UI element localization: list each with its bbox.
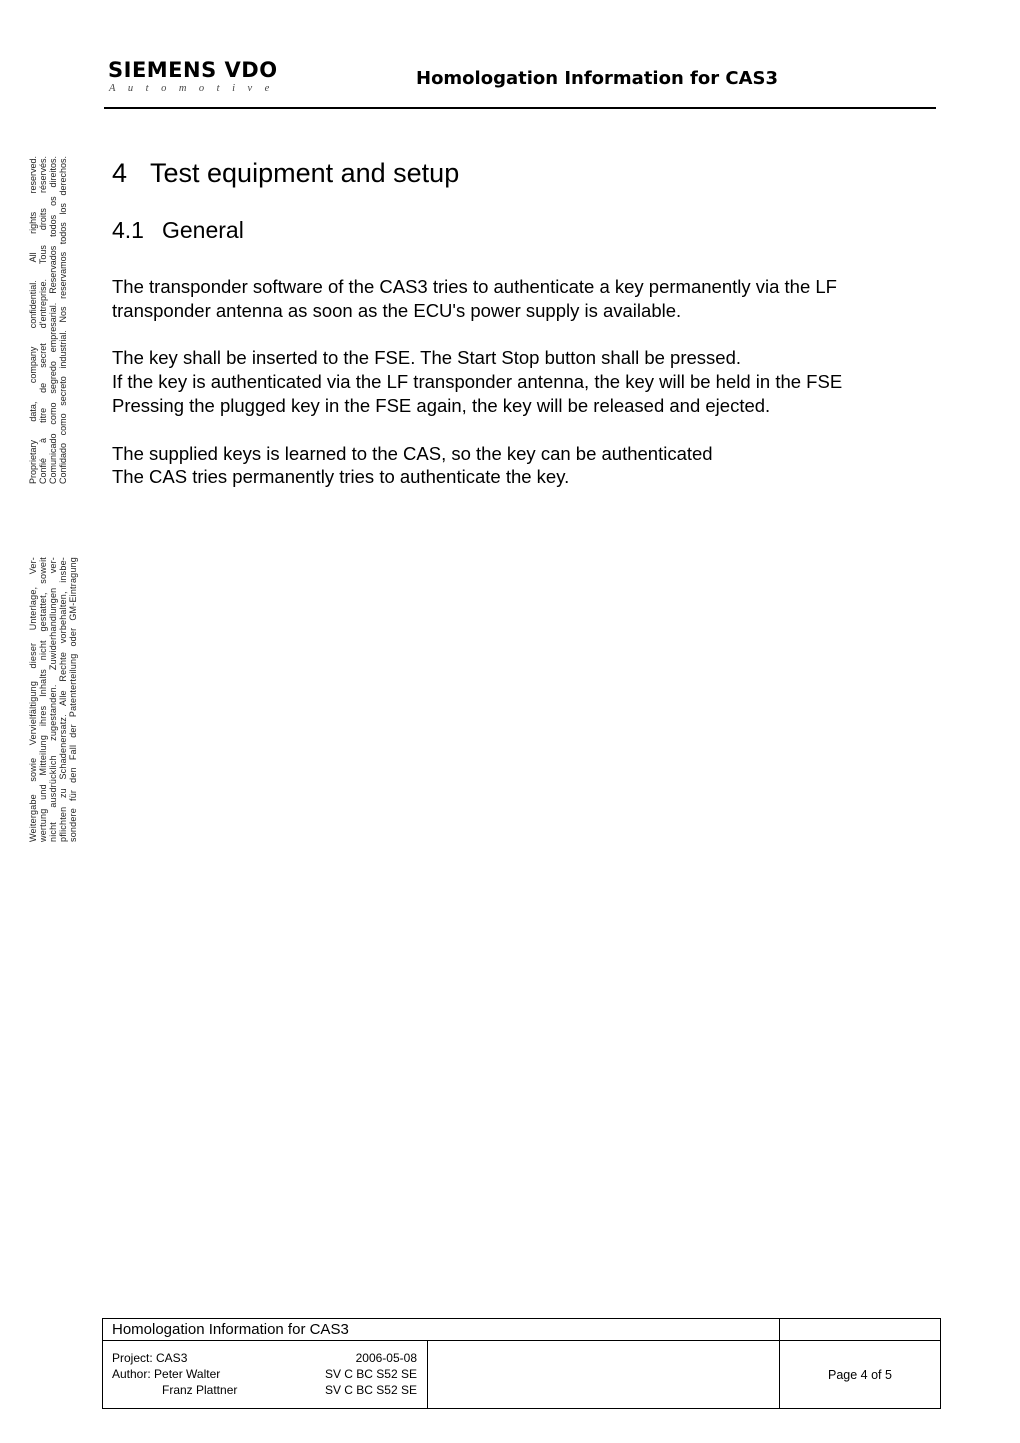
- footer-title: Homologation Information for CAS3: [112, 1321, 349, 1338]
- notice-line: wertung und Mitteilung ihres Inhalts nicht gestattet, soweit: [38, 557, 48, 842]
- logo-text: SIEMENS VDO: [108, 58, 278, 82]
- footer-middle-cell: [428, 1341, 780, 1408]
- body-text: [112, 275, 942, 513]
- text-line: The transponder software of the CAS3 tries to authenticate a key permanently via the LF: [112, 276, 837, 297]
- notice-line: Proprietary data, company confidential. All rights reserved.: [28, 156, 38, 484]
- footer-info-cell: [103, 1341, 428, 1408]
- footer-page-cell: [780, 1341, 940, 1408]
- section-number: 4: [112, 158, 128, 188]
- text-line: Pressing the plugged key in the FSE again, the key will be released and ejected.: [112, 394, 771, 416]
- section-heading: [112, 158, 459, 189]
- proprietary-notice: [28, 156, 68, 484]
- footer-author-dept: SV C BC S52 SE: [324, 1367, 417, 1381]
- notice-line: Weitergabe sowie Vervielfältigung dieser Unterlage, Ver-: [28, 557, 38, 842]
- document-title: Homologation Information for CAS3: [416, 68, 779, 89]
- page-number: Page 4 of 5: [828, 1367, 892, 1382]
- notice-line: Confié à titre de secret d'entreprise. Tous droits réservés.: [38, 156, 48, 484]
- german-notice: [28, 557, 78, 842]
- footer-date: 2006-05-08: [355, 1351, 417, 1365]
- footer-coauthor-dept: SV C BC S52 SE: [324, 1383, 417, 1397]
- footer-author: Author: Peter Walter: [112, 1367, 221, 1381]
- notice-line: Comunicado como segredo empresarial. Reservados todos os direitos.: [48, 156, 58, 484]
- paragraph: [112, 442, 942, 490]
- text-line: The key shall be inserted to the FSE. The Start Stop button shall be pressed.: [112, 347, 742, 369]
- logo-subtext: Automotive: [109, 83, 282, 94]
- subsection-number: 4.1: [112, 217, 144, 243]
- footer-project: Project: CAS3: [112, 1351, 188, 1365]
- footer-title-cell: [103, 1319, 780, 1341]
- footer-empty-cell: [780, 1319, 940, 1341]
- company-logo: [108, 58, 308, 96]
- notice-line: sondere für den Fall der Patenterteilung oder GM-Eintragung: [68, 557, 78, 842]
- text-line: The CAS tries permanently tries to authenticate the key.: [112, 466, 570, 488]
- text-line: transponder antenna as soon as the ECU's power supply is available.: [112, 299, 682, 321]
- notice-line: pflichten zu Schadenersatz. Alle Rechte vorbehalten, insbe-: [58, 557, 68, 842]
- footer-coauthor: Franz Plattner: [162, 1383, 238, 1397]
- header-divider: [104, 107, 936, 109]
- paragraph: [112, 346, 942, 417]
- subsection-heading: [112, 217, 244, 244]
- text-line: If the key is authenticated via the LF transponder antenna, the key will be held in the FSE: [112, 371, 843, 393]
- text-line: The supplied keys is learned to the CAS, so the key can be authenticated: [112, 442, 713, 464]
- section-title: Test equipment and setup: [150, 158, 460, 188]
- notice-line: nicht ausdrücklich zugestanden. Zuwiderhandlungen ver-: [48, 557, 58, 842]
- paragraph: [112, 275, 942, 323]
- footer-table: [102, 1318, 941, 1409]
- subsection-title: General: [162, 217, 244, 243]
- notice-line: Confidado como secreto industrial. Nos reservamos todos los derechos.: [58, 156, 68, 484]
